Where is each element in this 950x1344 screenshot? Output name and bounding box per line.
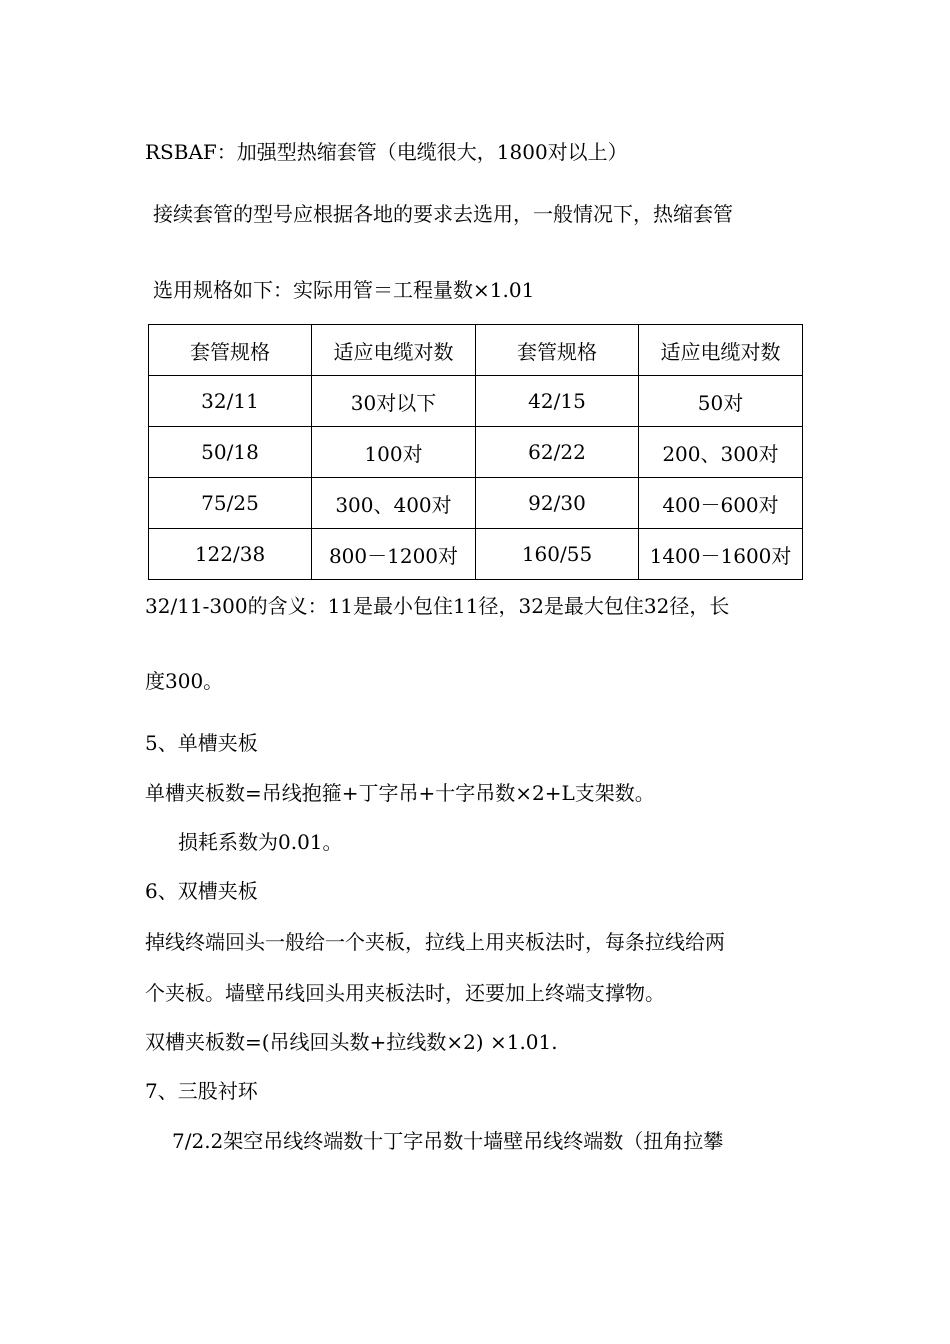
- table-header-cell: 套管规格: [476, 325, 639, 376]
- paragraph-single-groove-formula: 单槽夹板数=吊线抱箍+丁字吊+十字吊数×2+L支架数。: [145, 781, 655, 805]
- table-row: [149, 376, 803, 427]
- paragraph-spec-meaning: 32/11-300的含义：11是最小包住11径，32是最大包住32径，长: [145, 594, 730, 618]
- table-header-cell: 适应电缆对数: [312, 325, 476, 376]
- paragraph-rsbaf: RSBAF：加强型热缩套管（电缆很大，1800对以上）: [145, 140, 628, 164]
- table-cell: 300、400对: [312, 478, 476, 529]
- paragraph-spec-formula: 选用规格如下：实际用管＝工程量数×1.01: [153, 278, 535, 302]
- table-row: [149, 529, 803, 580]
- table-cell: 100对: [312, 427, 476, 478]
- paragraph-three-strand-ring: 7/2.2架空吊线终端数十丁字吊数十墙壁吊线终端数（扭角拉攀: [172, 1129, 724, 1153]
- table-cell: 62/22: [476, 427, 639, 478]
- paragraph-double-groove-note-cont: 个夹板。墙壁吊线回头用夹板法时，还要加上终端支撑物。: [145, 981, 665, 1005]
- table-cell: 30对以下: [312, 376, 476, 427]
- section-heading-6: 6、双槽夹板: [145, 879, 258, 903]
- paragraph-sleeve-selection: 接续套管的型号应根据各地的要求去选用，一般情况下，热缩套管: [153, 202, 733, 226]
- table-header-cell: 适应电缆对数: [639, 325, 803, 376]
- table-cell: 92/30: [476, 478, 639, 529]
- table-row: [149, 478, 803, 529]
- table-cell: 75/25: [149, 478, 312, 529]
- sleeve-spec-table: [148, 324, 803, 580]
- paragraph-loss-factor: 损耗系数为0.01。: [178, 830, 343, 854]
- table-header-cell: 套管规格: [149, 325, 312, 376]
- paragraph-double-groove-note: 掉线终端回头一般给一个夹板，拉线上用夹板法时，每条拉线给两: [145, 930, 725, 954]
- table-cell: 400－600对: [639, 478, 803, 529]
- paragraph-spec-meaning-cont: 度300。: [145, 669, 224, 693]
- paragraph-double-groove-formula: 双槽夹板数=(吊线回头数+拉线数×2) ×1.01.: [145, 1030, 558, 1054]
- table-cell: 1400－1600对: [639, 529, 803, 580]
- table-cell: 50对: [639, 376, 803, 427]
- section-heading-7: 7、三股衬环: [145, 1079, 258, 1103]
- table-cell: 50/18: [149, 427, 312, 478]
- table-cell: 32/11: [149, 376, 312, 427]
- table-cell: 200、300对: [639, 427, 803, 478]
- table-cell: 800－1200对: [312, 529, 476, 580]
- table-header-row: [149, 325, 803, 376]
- table-cell: 42/15: [476, 376, 639, 427]
- table-cell: 122/38: [149, 529, 312, 580]
- section-heading-5: 5、单槽夹板: [145, 731, 258, 755]
- table-row: [149, 427, 803, 478]
- table-cell: 160/55: [476, 529, 639, 580]
